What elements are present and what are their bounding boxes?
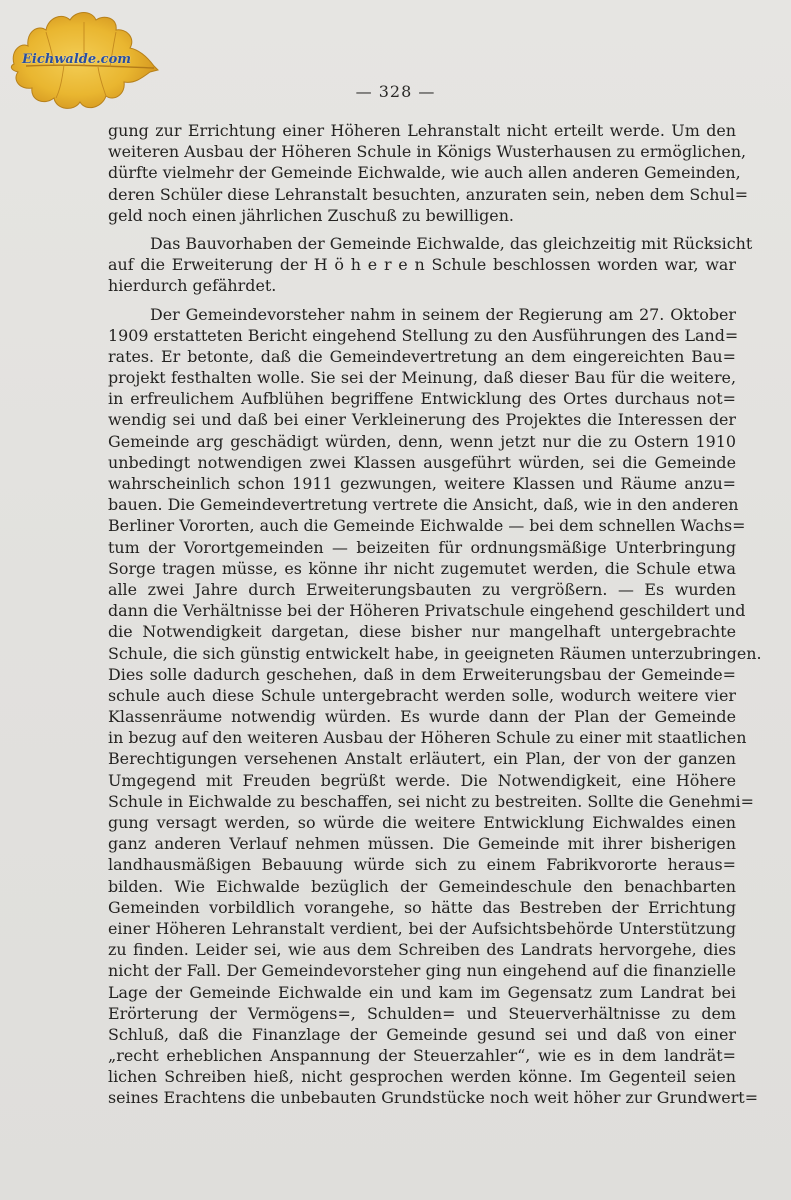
text-line: Umgegend mit Freuden begrüßt werde. Die Notwendigkeit, eine Höhere	[108, 770, 736, 790]
text-line: wendig sei und daß bei einer Verkleinerung des Projektes die Interessen der	[108, 410, 736, 430]
text-line: zu finden. Leider sei, wie aus dem Schreiben des Landrats hervorgehe, dies	[108, 940, 736, 960]
watermark-text: Eichwalde.com	[22, 52, 131, 67]
text-line: dürfte vielmehr der Gemeinde Eichwalde, wie auch allen anderen Gemeinden,	[108, 163, 741, 183]
paragraph	[108, 120, 749, 226]
text-line: Gemeinde arg geschädigt würden, denn, wenn jetzt nur die zu Ostern 1910	[108, 431, 736, 451]
paragraph-gap	[108, 226, 736, 233]
text-line: dann die Verhältnisse bei der Höheren Privatschule eingehend geschildert und	[108, 601, 746, 621]
text-line: auf die Erweiterung der H ö h e r e n Schule beschlossen worden war, war	[108, 255, 736, 275]
text-line: gung versagt werden, so würde die weitere Entwicklung Eichwaldes einen	[108, 813, 736, 832]
paragraph	[108, 304, 762, 1109]
text-line: Das Bauvorhaben der Gemeinde Eichwalde, das gleichzeitig mit Rücksicht	[150, 233, 753, 253]
text-line: projekt festhalten wolle. Sie sei der Meinung, daß dieser Bau für die weitere,	[108, 368, 736, 388]
text-line: bauen. Die Gemeindevertretung vertrete die Ansicht, daß, wie in den anderen	[108, 495, 739, 515]
text-line: Lage der Gemeinde Eichwalde ein und kam im Gegensatz zum Landrat bei	[108, 982, 736, 1002]
text-line: Sorge tragen müsse, es könne ihr nicht zugemutet werden, die Schule etwa	[108, 558, 736, 578]
text-line: geld noch einen jährlichen Zuschuß zu bewilligen.	[108, 205, 514, 225]
text-line: Schule in Eichwalde zu beschaffen, sei nicht zu bestreiten. Sollte die Genehmi=	[108, 791, 754, 811]
text-line: unbedingt notwendigen zwei Klassen ausgeführt würden, sei die Gemeinde	[108, 452, 736, 472]
text-line: Berechtigungen versehenen Anstalt erläutert, ein Plan, der von der ganzen	[108, 749, 736, 769]
page-body	[108, 120, 762, 1109]
text-line: die Notwendigkeit dargetan, diese bisher nur mangelhaft untergebrachte	[108, 622, 736, 642]
paragraph	[108, 233, 753, 297]
text-line: weiteren Ausbau der Höheren Schule in Königs Wusterhausen zu ermöglichen,	[108, 142, 747, 162]
text-line: 1909 erstatteten Bericht eingehend Stellung zu den Ausführungen des Land=	[108, 325, 739, 345]
text-line: in erfreulichem Aufblühen begriffene Entwicklung des Ortes durchaus not=	[108, 389, 736, 409]
text-line: landhausmäßigen Bebauung würde sich zu einem Fabrikvororte heraus=	[108, 855, 736, 875]
text-line: seines Erachtens die unbebauten Grundstücke noch weit höher zur Grundwert=	[108, 1088, 759, 1108]
text-line: Erörterung der Vermögens=, Schulden= und Steuerverhältnisse zu dem	[108, 1003, 736, 1023]
text-line: alle zwei Jahre durch Erweiterungsbauten zu vergrößern. — Es wurden	[108, 579, 736, 599]
text-line: Schule, die sich günstig entwickelt habe, in geeigneten Räumen unterzubringen.	[108, 643, 762, 663]
text-line: Berliner Vororten, auch die Gemeinde Eichwalde — bei dem schnellen Wachs=	[108, 516, 746, 536]
text-line: tum der Vorortgemeinden — beizeiten für ordnungsmäßige Unterbringung	[108, 537, 736, 557]
text-line: Gemeinden vorbildlich vorangehe, so hätte das Bestreben der Errichtung	[108, 897, 736, 917]
text-line: Klassenräume notwendig würden. Es wurde dann der Plan der Gemeinde	[108, 707, 736, 727]
text-line: Der Gemeindevorsteher nahm in seinem der Regierung am 27. Oktober	[150, 304, 736, 324]
text-line: lichen Schreiben hieß, nicht gesprochen werden könne. Im Gegenteil seien	[108, 1067, 736, 1087]
text-line: ganz anderen Verlauf nehmen müssen. Die Gemeinde mit ihrer bisherigen	[108, 834, 736, 854]
text-line: „recht erheblichen Anspannung der Steuerzahler“, wie es in dem landrät=	[108, 1046, 736, 1066]
text-line: schule auch diese Schule untergebracht werden solle, wodurch weitere vier	[108, 685, 736, 705]
text-line: in bezug auf den weiteren Ausbau der Höheren Schule zu einer mit staatlichen	[108, 728, 747, 748]
text-line: rates. Er betonte, daß die Gemeindevertretung an dem eingereichten Bau=	[108, 346, 736, 366]
text-line: bilden. Wie Eichwalde bezüglich der Gemeindeschule den benachbarten	[108, 876, 736, 896]
page-number: — 328 —	[355, 82, 436, 101]
text-line: wahrscheinlich schon 1911 gezwungen, weitere Klassen und Räume anzu=	[108, 474, 736, 493]
text-line: Schluß, daß die Finanzlage der Gemeinde gesund sei und daß von einer	[108, 1024, 736, 1044]
text-line: hierdurch gefährdet.	[108, 276, 277, 296]
text-line: Dies solle dadurch geschehen, daß in dem Erweiterungsbau der Gemeinde=	[108, 664, 736, 684]
text-line: einer Höheren Lehranstalt verdient, bei der Aufsichtsbehörde Unterstützung	[108, 918, 736, 938]
text-line: deren Schüler diese Lehranstalt besuchten, anzuraten sein, neben dem Schul=	[108, 184, 749, 204]
paragraph-gap	[108, 297, 736, 304]
text-line: gung zur Errichtung einer Höheren Lehranstalt nicht erteilt werde. Um den	[108, 121, 736, 140]
text-line: nicht der Fall. Der Gemeindevorsteher ging nun eingehend auf die finanzielle	[108, 961, 736, 981]
